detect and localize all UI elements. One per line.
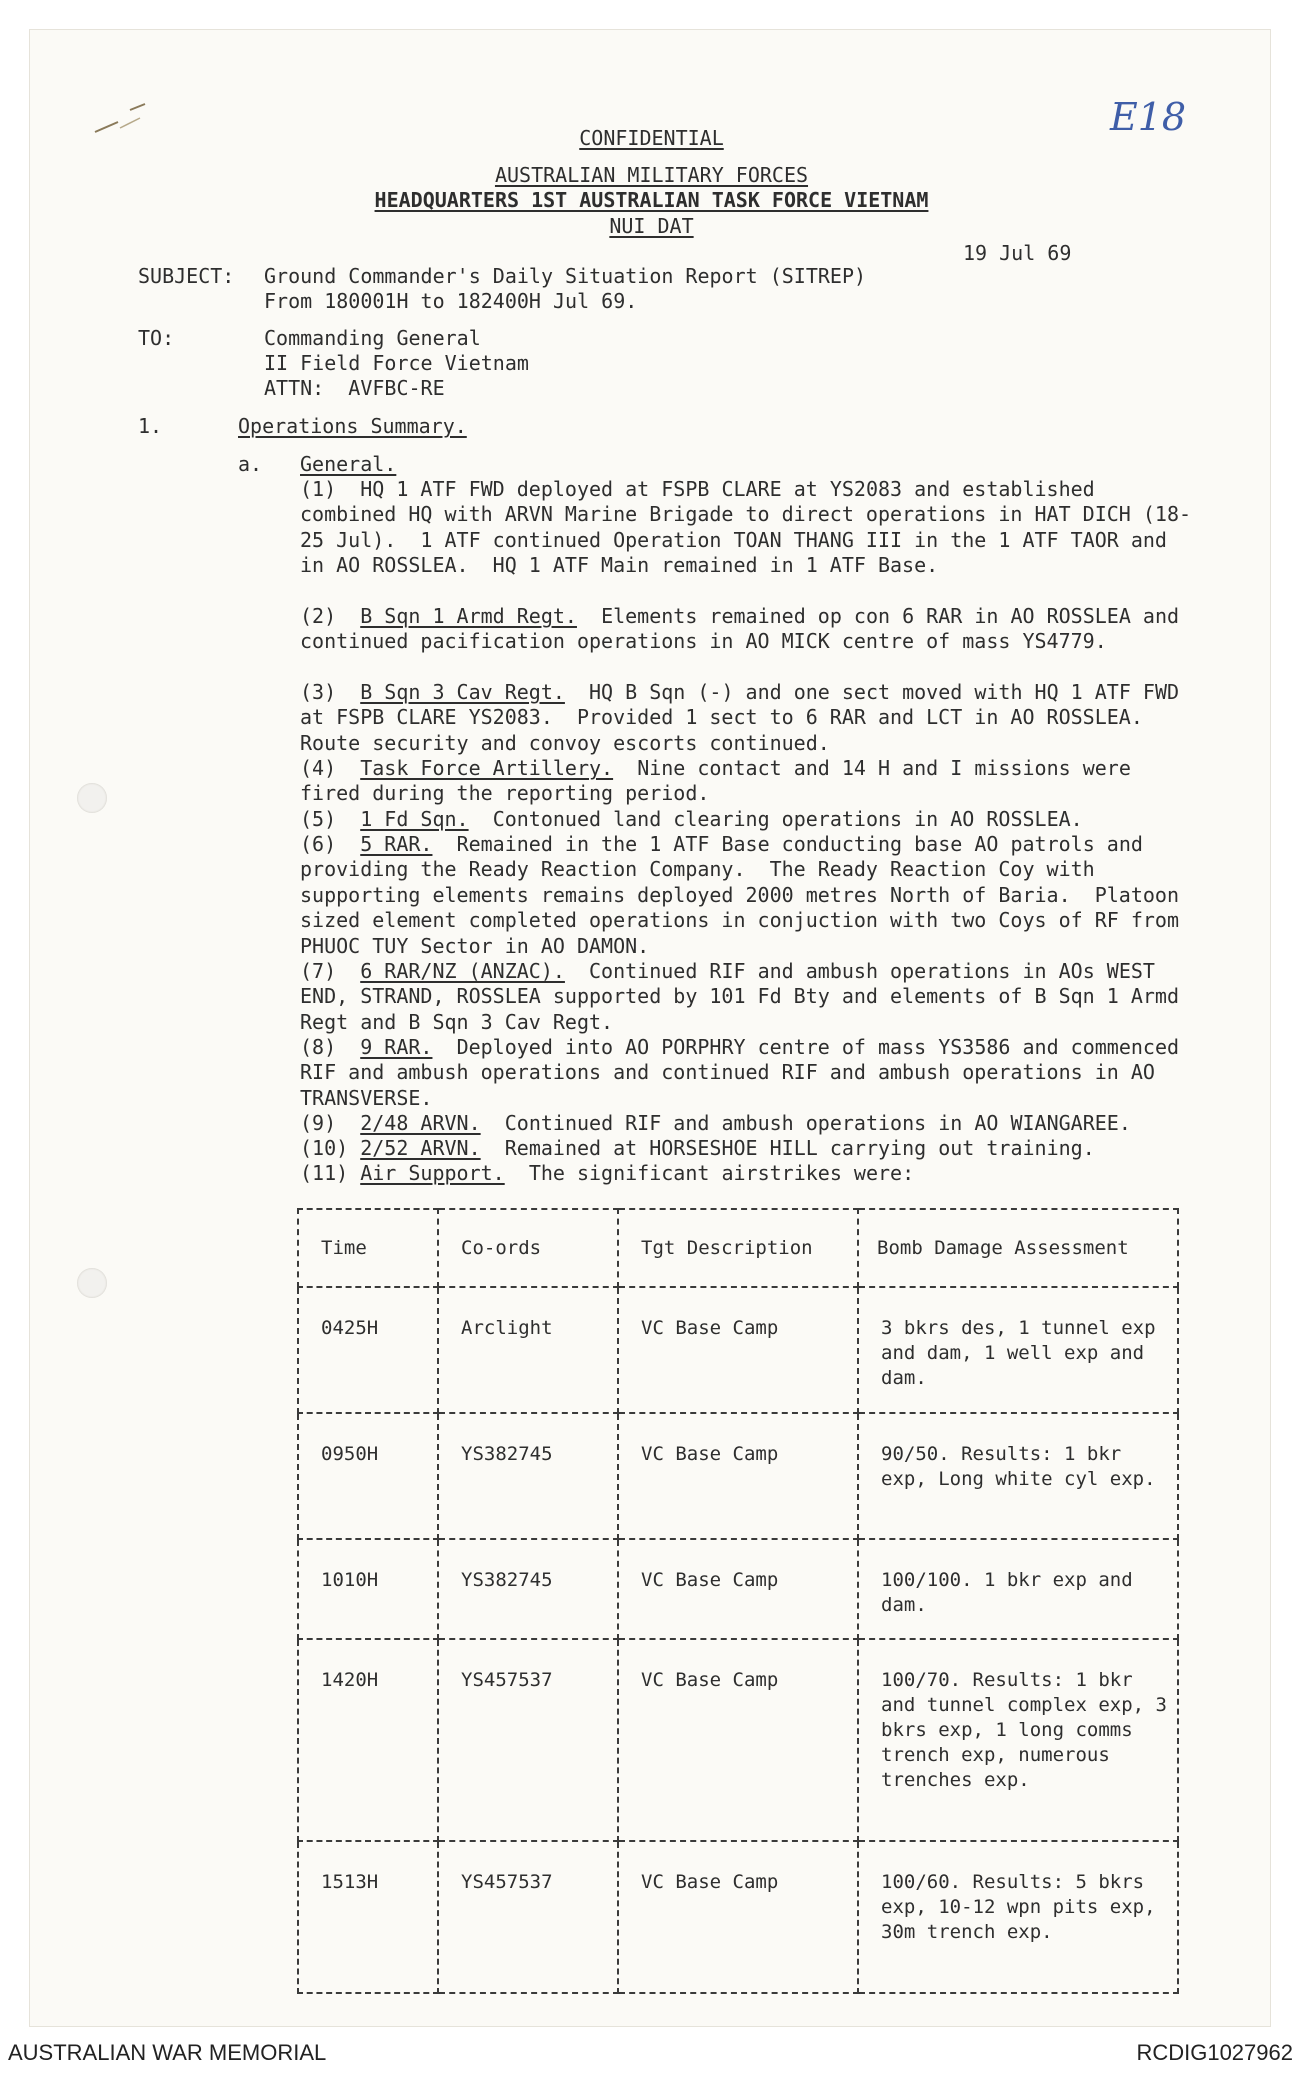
- punch-hole: [77, 783, 107, 813]
- para-4: (4) Task Force Artillery. Nine contact and 14 H and I missions were fired during the reporting period.: [300, 756, 1143, 806]
- para-11: (11) Air Support. The significant airstrikes were:: [300, 1161, 915, 1185]
- table-row: [298, 1413, 1178, 1539]
- subject-line-2: From 180001H to 182400H Jul 69.: [264, 289, 638, 313]
- para-5: (5) 1 Fd Sqn. Contonued land clearing operations in AO ROSSLEA.: [300, 807, 1083, 831]
- subject-label: SUBJECT:: [138, 264, 235, 288]
- cell-target: VC Base Camp: [618, 1413, 858, 1539]
- cell-time: 0425H: [298, 1287, 438, 1413]
- heading-line-3: NUI DAT: [609, 214, 694, 238]
- cell-bda: 90/50. Results: 1 bkr exp, Long white cyl exp.: [858, 1413, 1178, 1539]
- cell-target: VC Base Camp: [618, 1287, 858, 1413]
- col-header-coords: Co-ords: [438, 1209, 618, 1287]
- col-header-bda: Bomb Damage Assessment: [858, 1209, 1178, 1287]
- para-7: (7) 6 RAR/NZ (ANZAC). Continued RIF and ambush operations in AOs WEST END, STRAND, ROSSLEA supported by 101 Fd Bty and elements of B Sqn 1 Armd Regt and B Sqn 3 Cav Regt.: [300, 959, 1192, 1034]
- cell-coords: YS457537: [438, 1639, 618, 1841]
- cell-time: 1010H: [298, 1539, 438, 1639]
- footer-source: AUSTRALIAN WAR MEMORIAL: [8, 2040, 327, 2065]
- col-header-time: Time: [298, 1209, 438, 1287]
- cell-coords: YS382745: [438, 1539, 618, 1639]
- to-line-1: Commanding General: [264, 326, 481, 350]
- report-date: 19 Jul 69: [963, 241, 1072, 265]
- table-row: [298, 1287, 1178, 1413]
- para-10: (10) 2/52 ARVN. Remained at HORSESHOE HILL carrying out training.: [300, 1136, 1095, 1160]
- table-header-row: [298, 1209, 1178, 1287]
- para-3: (3) B Sqn 3 Cav Regt. HQ B Sqn (-) and one sect moved with HQ 1 ATF FWD at FSPB CLARE YS2083. Provided 1 sect to 6 RAR and LCT in AO ROSSLEA. Route security and convoy escorts continued.: [300, 680, 1192, 755]
- cell-target: VC Base Camp: [618, 1639, 858, 1841]
- section-number: 1.: [138, 414, 163, 438]
- to-label: TO:: [138, 326, 175, 350]
- para-9: (9) 2/48 ARVN. Continued RIF and ambush operations in AO WIANGAREE.: [300, 1111, 1131, 1135]
- cell-time: 0950H: [298, 1413, 438, 1539]
- cell-bda: 100/70. Results: 1 bkr and tunnel complex exp, 3 bkrs exp, 1 long comms trench exp, numerous trenches exp.: [858, 1639, 1178, 1841]
- subject-line-1: Ground Commander's Daily Situation Report (SITREP): [264, 264, 867, 288]
- subsection-title: General.: [300, 452, 397, 476]
- section-title: Operations Summary.: [238, 414, 467, 438]
- para-1: (1) HQ 1 ATF FWD deployed at FSPB CLARE at YS2083 and established combined HQ with ARVN Marine Brigade to direct operations in HAT DICH (18-25 Jul). 1 ATF continued Operation TOAN THANG III in the 1 ATF TAOR and in AO ROSSLEA. HQ 1 ATF Main remained in 1 ATF Base.: [300, 477, 1192, 578]
- col-header-target: Tgt Description: [618, 1209, 858, 1287]
- footer-reference: RCDIG1027962: [1136, 2040, 1293, 2065]
- cell-coords: YS457537: [438, 1841, 618, 1993]
- cell-target: VC Base Camp: [618, 1841, 858, 1993]
- punch-hole: [77, 1268, 107, 1298]
- subsection-letter: a.: [238, 452, 263, 476]
- page-number-handwritten: E18: [1110, 95, 1187, 139]
- table-row: [298, 1841, 1178, 1993]
- classification-heading: CONFIDENTIAL: [579, 126, 724, 150]
- heading-line-2: HEADQUARTERS 1ST AUSTRALIAN TASK FORCE VIETNAM: [374, 188, 929, 212]
- heading-line-1: AUSTRALIAN MILITARY FORCES: [494, 163, 809, 187]
- cell-bda: 100/100. 1 bkr exp and dam.: [858, 1539, 1178, 1639]
- to-line-2: II Field Force Vietnam: [264, 351, 529, 375]
- cell-coords: Arclight: [438, 1287, 618, 1413]
- to-line-3: ATTN: AVFBC-RE: [264, 376, 445, 400]
- cell-target: VC Base Camp: [618, 1539, 858, 1639]
- para-6: (6) 5 RAR. Remained in the 1 ATF Base conducting base AO patrols and providing the Ready Reaction Company. The Ready Reaction Coy with supporting elements remains deployed 2000 metres North of Baria. Platoon sized element completed operations in conjuction with two Coys of RF from PHUOC TUY Sector in AO DAMON.: [300, 832, 1192, 958]
- cell-coords: YS382745: [438, 1413, 618, 1539]
- table-row: [298, 1539, 1178, 1639]
- para-2: (2) B Sqn 1 Armd Regt. Elements remained op con 6 RAR in AO ROSSLEA and continued pacification operations in AO MICK centre of mass YS4779.: [300, 604, 1192, 654]
- cell-bda: 3 bkrs des, 1 tunnel exp and dam, 1 well exp and dam.: [858, 1287, 1178, 1413]
- cell-bda: 100/60. Results: 5 bkrs exp, 10-12 wpn pits exp, 30m trench exp.: [858, 1841, 1178, 1993]
- table-row: [298, 1639, 1178, 1841]
- cell-time: 1420H: [298, 1639, 438, 1841]
- airstrike-table: [297, 1208, 1179, 1994]
- para-8: (8) 9 RAR. Deployed into AO PORPHRY centre of mass YS3586 and commenced RIF and ambush operations and continued RIF and ambush operations in AO TRANSVERSE.: [300, 1035, 1192, 1110]
- cell-time: 1513H: [298, 1841, 438, 1993]
